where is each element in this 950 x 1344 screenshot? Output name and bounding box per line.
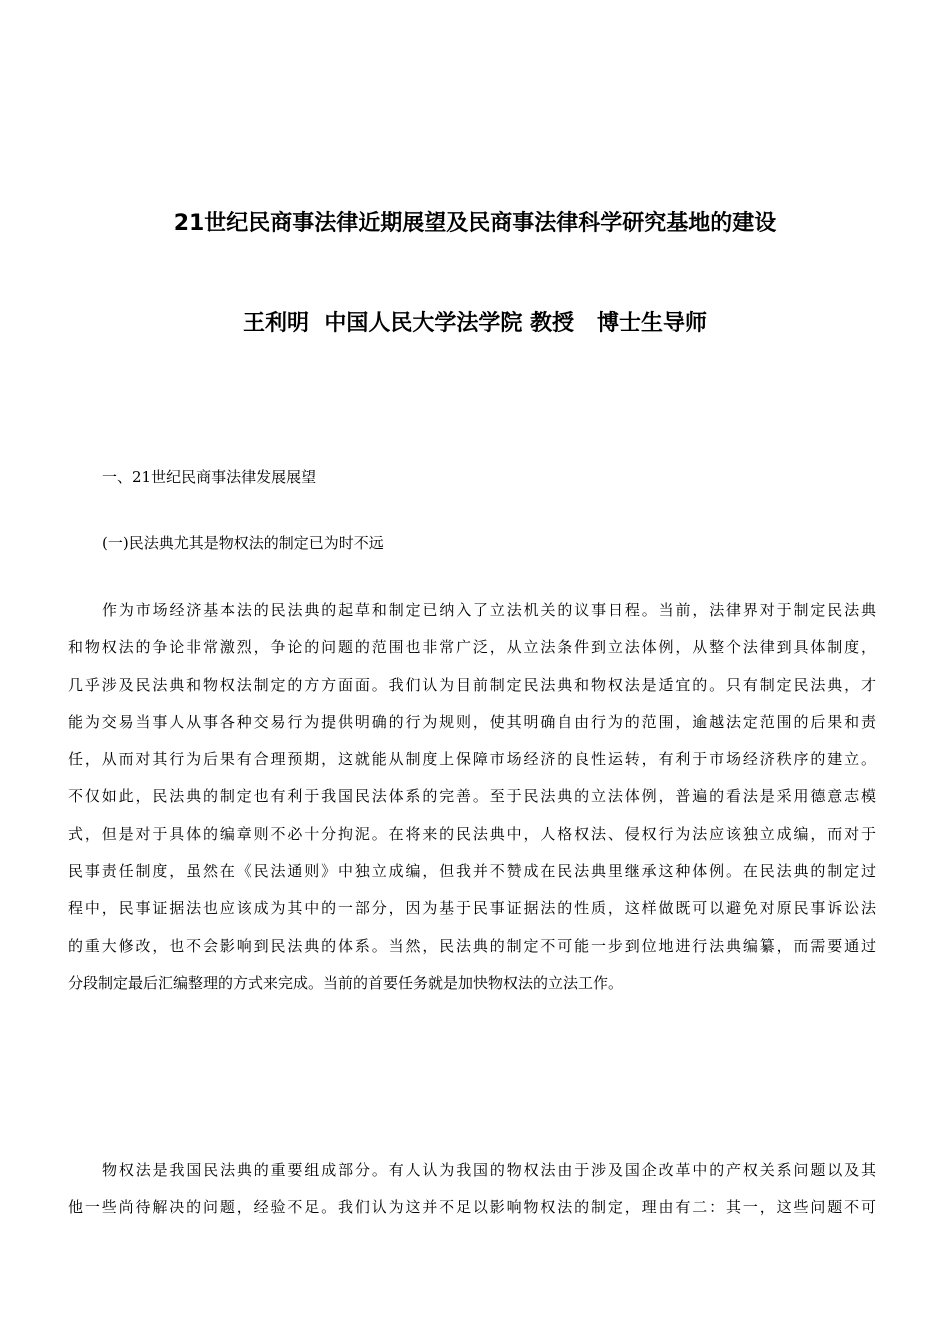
paragraph-line: 分段制定最后汇编整理的方式来完成。当前的首要任务就是加快物权法的立法工作。	[68, 973, 624, 992]
section-heading: 一、21世纪民商事法律发展展望	[102, 468, 317, 486]
paragraph-line: 作为市场经济基本法的民法典的起草和制定已纳入了立法机关的议事日程。当前，法律界对于制定民法典	[102, 601, 876, 619]
paragraph-2	[68, 1152, 876, 1227]
paragraph-line: 他一些尚待解决的问题，经验不足。我们认为这并不足以影响物权法的制定，理由有二：其一，这些问题不可	[68, 1198, 876, 1217]
paragraph-line: 和物权法的争论非常激烈，争论的问题的范围也非常广泛，从立法条件到立法体例，从整个法律到具体制度，	[68, 638, 876, 657]
paragraph-line: 物权法是我国民法典的重要组成部分。有人认为我国的物权法由于涉及国企改革中的产权关系问题以及其	[102, 1161, 876, 1179]
paragraph-line: 任，从而对其行为后果有合理预期，这就能从制度上保障市场经济的良性运转，有利于市场经济秩序的建立。	[68, 750, 876, 769]
paragraph-line: 民事责任制度，虽然在《民法通则》中独立成编，但我并不赞成在民法典里继承这种体例。在民法典的制定过	[68, 862, 876, 881]
subsection-heading: (一)民法典尤其是物权法的制定已为时不远	[102, 534, 384, 552]
paragraph-line: 式，但是对于具体的编章则不必十分拘泥。在将来的民法典中，人格权法、侵权行为法应该独立成编，而对于	[68, 824, 876, 843]
author-line: 王利明 中国人民大学法学院 教授 博士生导师	[243, 311, 707, 336]
paragraph-line: 的重大修改，也不会影响到民法典的体系。当然，民法典的制定不可能一步到位地进行法典编纂，而需要通过	[68, 936, 876, 955]
paragraph-line: 程中，民事证据法也应该成为其中的一部分，因为基于民事证据法的性质，这样做既可以避免对原民事诉讼法	[68, 899, 876, 918]
paragraph-line: 能为交易当事人从事各种交易行为提供明确的行为规则，使其明确自由行为的范围，逾越法定范围的后果和责	[68, 712, 876, 731]
paragraph-line: 不仅如此，民法典的制定也有利于我国民法体系的完善。至于民法典的立法体例，普遍的看法是采用德意志模	[68, 787, 876, 806]
paragraph-line: 几乎涉及民法典和物权法制定的方方面面。我们认为目前制定民法典和物权法是适宜的。只有制定民法典，才	[68, 675, 876, 694]
paragraph-1	[68, 592, 876, 1002]
document-title: 21世纪民商事法律近期展望及民商事法律科学研究基地的建设	[173, 211, 777, 236]
